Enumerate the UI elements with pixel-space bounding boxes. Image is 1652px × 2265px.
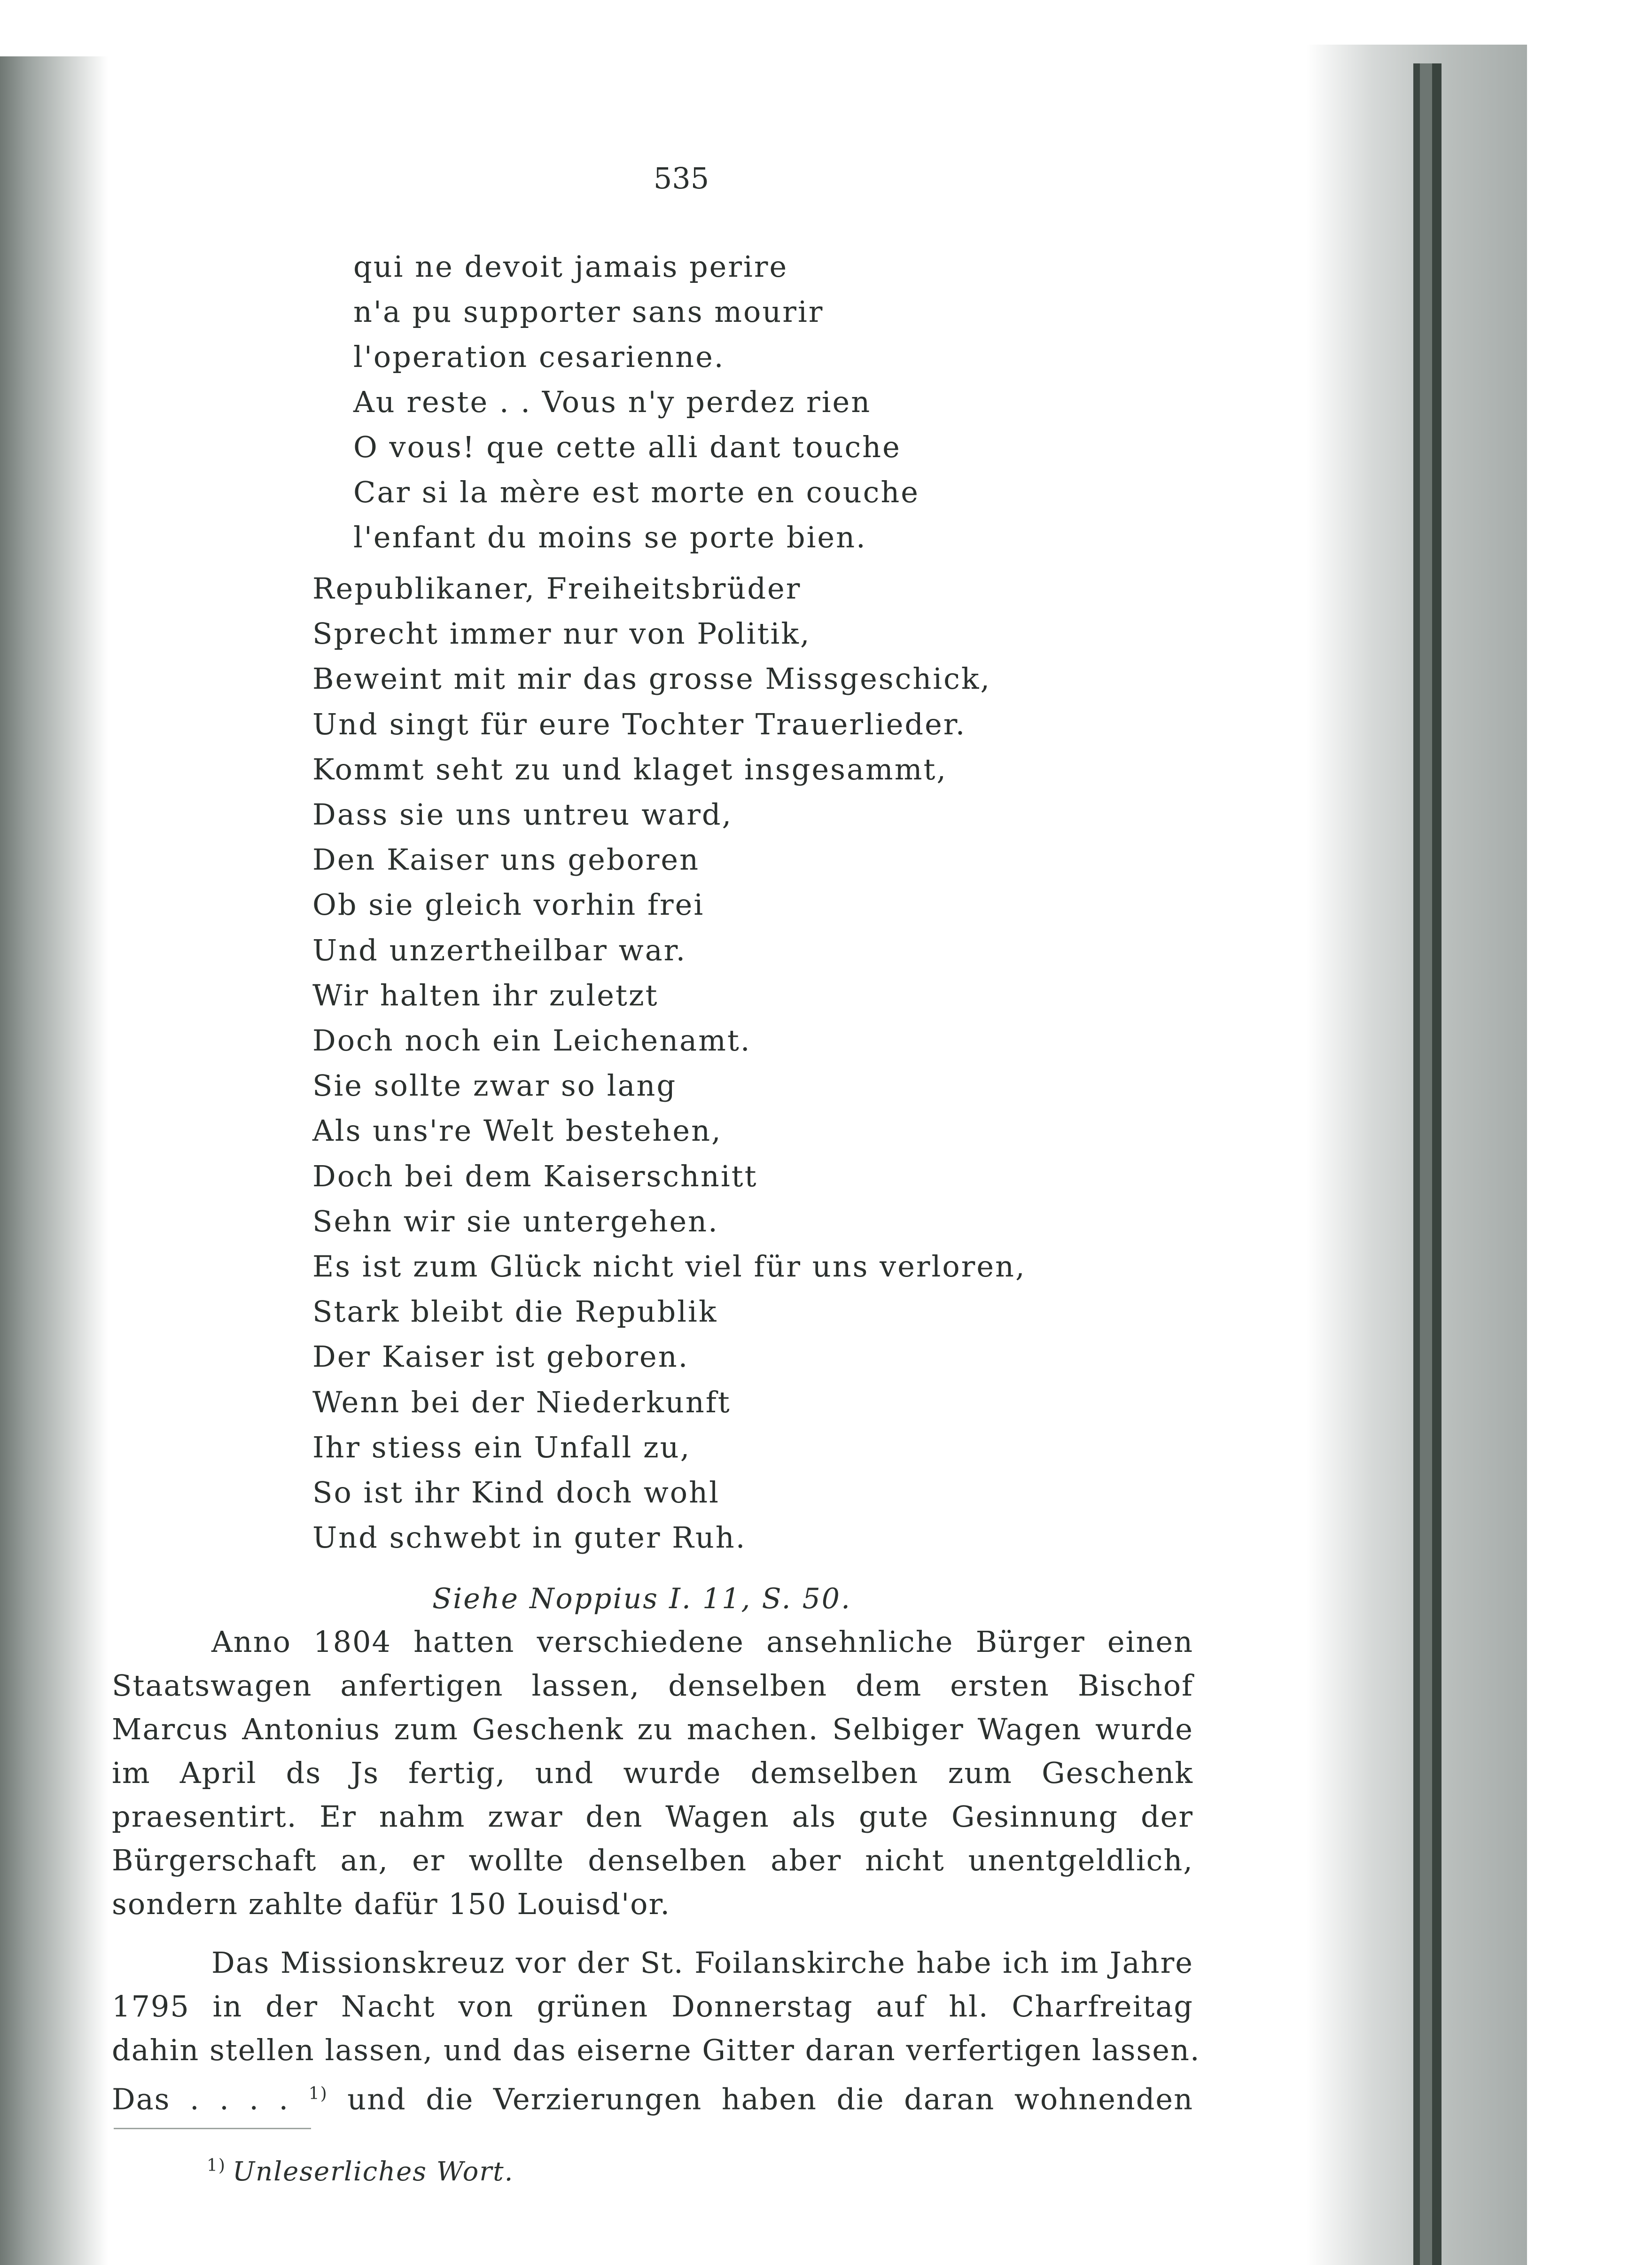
verse-line: Ob sie gleich vorhin frei (312, 887, 705, 922)
prose-line: sondern zahlte dafür 150 Louisd'or. (112, 1887, 671, 1921)
verse-line: Ihr stiess ein Unfall zu, (312, 1430, 691, 1464)
prose-fragment: Das . . . . (112, 2082, 289, 2117)
verse-line: Sie sollte zwar so lang (312, 1068, 677, 1103)
verse-line: O vous! que cette alli dant touche (353, 430, 901, 464)
footnote-reference[interactable]: 1) (308, 2084, 328, 2103)
verse-line: Republikaner, Freiheitsbrüder (312, 571, 802, 606)
verse-line: Wenn bei der Niederkunft (312, 1385, 731, 1419)
footnote-mark: 1) (207, 2156, 226, 2175)
french-verse-block (353, 244, 920, 560)
verse-line: Doch bei dem Kaiserschnitt (312, 1159, 758, 1193)
prose-fragment: und die Verzierungen haben die daran wohnenden (347, 2082, 1193, 2117)
verse-line: Kommt seht zu und klaget insgesammt, (312, 752, 948, 786)
verse-line: Als uns're Welt bestehen, (312, 1113, 722, 1148)
source-reference: Siehe Noppius I. 11, S. 50. (432, 1582, 852, 1615)
footnote-text: Unleserliches Wort. (232, 2156, 514, 2187)
prose-line: Staatswagen anfertigen lassen, denselben dem ersten Bischof (112, 1668, 1193, 1703)
verse-line: Und singt für eure Tochter Trauerlieder. (312, 707, 966, 741)
verse-line: Sprecht immer nur von Politik, (312, 616, 811, 651)
german-verse-block (312, 566, 1026, 1560)
book-spine-edge-outer (1432, 63, 1442, 2265)
verse-line: l'enfant du moins se porte bien. (353, 520, 867, 554)
prose-line: Das Missionskreuz vor der St. Foilanskirche habe ich im Jahre (211, 1946, 1193, 1980)
prose-line-with-footnote (112, 2072, 1193, 2116)
prose-line: Bürgerschaft an, er wollte denselben aber nicht unentgeldlich, (112, 1843, 1193, 1877)
verse-line: Stark bleibt die Republik (312, 1294, 718, 1329)
verse-line: Dass sie uns untreu ward, (312, 797, 733, 832)
verse-line: So ist ihr Kind doch wohl (312, 1475, 720, 1510)
verse-line: Und schwebt in guter Ruh. (312, 1520, 747, 1555)
verse-line: Sehn wir sie untergehen. (312, 1204, 719, 1238)
prose-line: 1795 in der Nacht von grünen Donnerstag auf hl. Charfreitag (112, 1989, 1193, 2024)
prose-line: praesentirt. Er nahm zwar den Wagen als gute Gesinnung der (112, 1799, 1193, 1834)
paragraph-missionskreuz (112, 1941, 1200, 2117)
page-number: 535 (653, 161, 709, 195)
verse-line: qui ne devoit jamais perire (353, 249, 788, 284)
paragraph-staatswagen (112, 1620, 1193, 1926)
verse-line: l'operation cesarienne. (353, 340, 725, 374)
verse-line: Und unzertheilbar war. (312, 933, 687, 967)
verse-line: Au reste . . Vous n'y perdez rien (353, 385, 872, 419)
page-edge-shadow-left (0, 56, 108, 2265)
footnote (207, 2145, 514, 2193)
verse-line: Wir halten ihr zuletzt (312, 978, 659, 1012)
verse-line: n'a pu supporter sans mourir (353, 295, 824, 329)
prose-line: im April ds Js fertig, und wurde demselben zum Geschenk (112, 1756, 1193, 1790)
verse-line: Der Kaiser ist geboren. (312, 1339, 689, 1374)
verse-line: Den Kaiser uns geboren (312, 842, 700, 877)
prose-line: dahin stellen lassen, und das eiserne Gitter daran verfertigen lassen. (112, 2033, 1200, 2067)
verse-line: Doch noch ein Leichenamt. (312, 1023, 751, 1058)
verse-line: Beweint mit mir das grosse Missgeschick, (312, 662, 991, 696)
prose-line: Anno 1804 hatten verschiedene ansehnliche Bürger einen (211, 1625, 1193, 1659)
verse-line: Es ist zum Glück nicht viel für uns verloren, (312, 1249, 1026, 1284)
book-spine-edge (1413, 63, 1420, 2265)
prose-line: Marcus Antonius zum Geschenk zu machen. Selbiger Wagen wurde (112, 1712, 1193, 1746)
verse-line: Car si la mère est morte en couche (353, 475, 920, 509)
footnote-divider (114, 2128, 311, 2129)
